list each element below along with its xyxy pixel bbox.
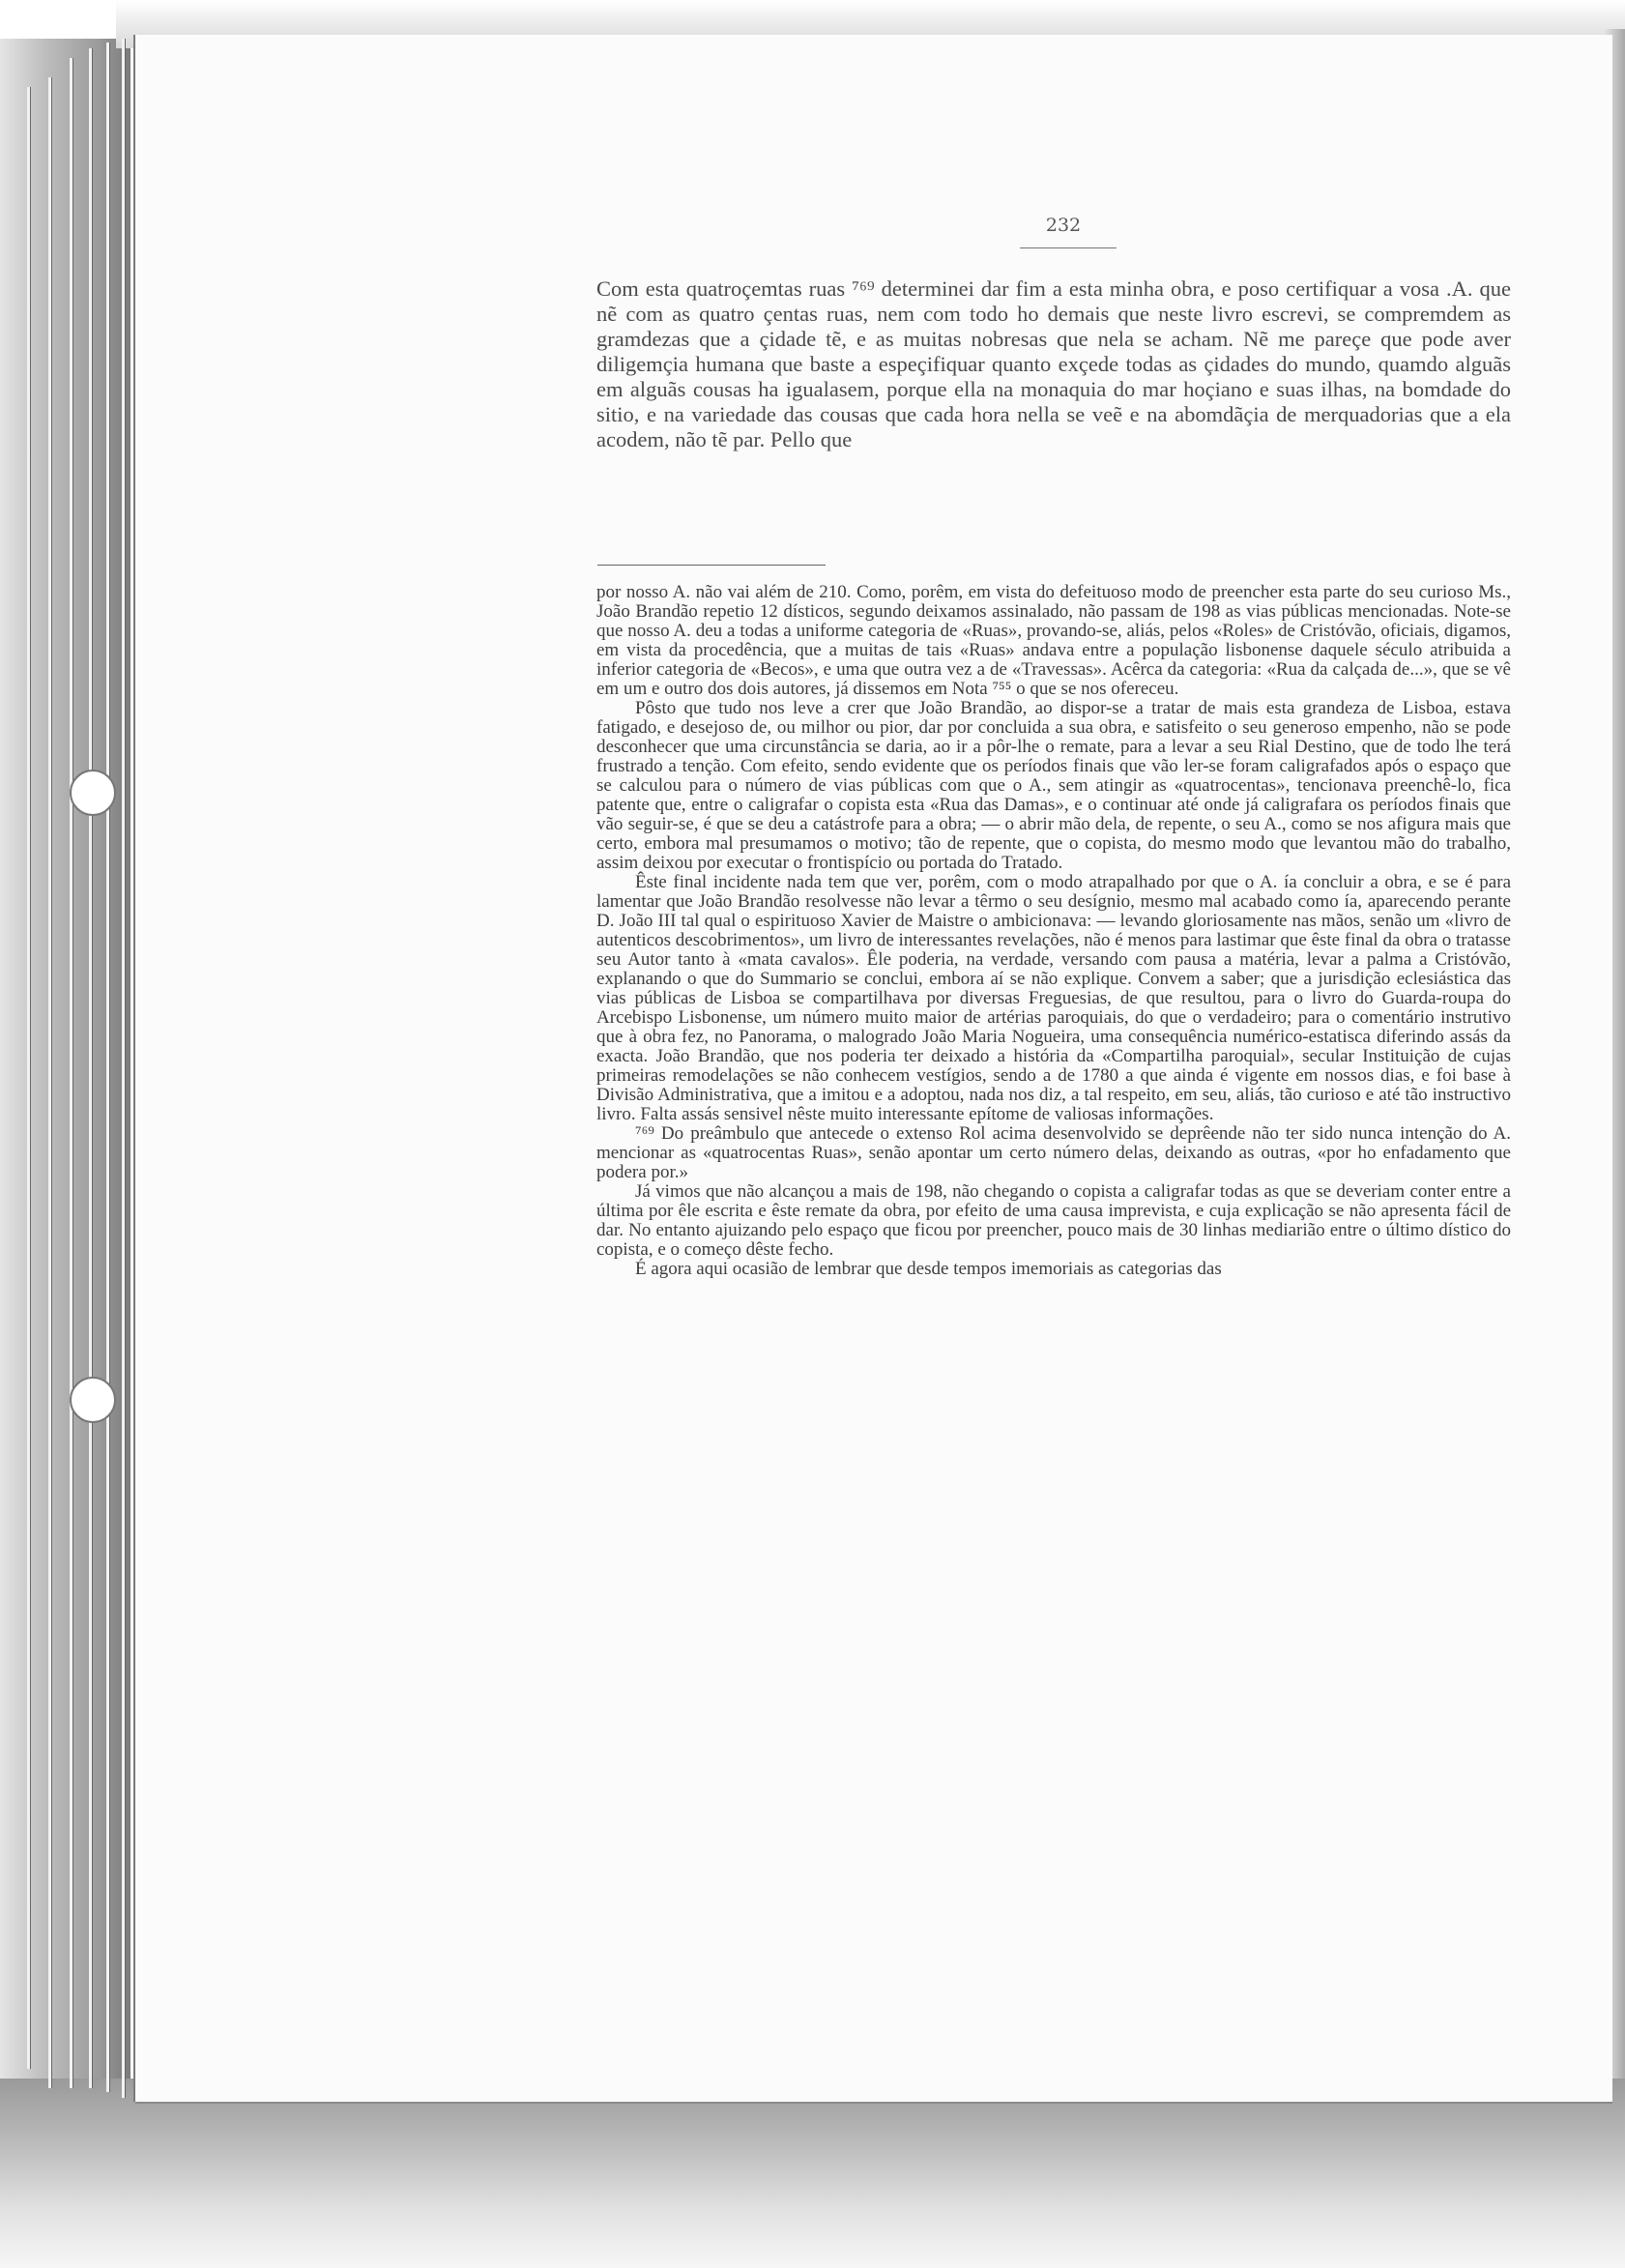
punch-hole: [70, 770, 116, 816]
scan-shadow-bottom: [0, 2079, 1625, 2268]
footnote-paragraph: Pôsto que tudo nos leve a crer que João Brandão, ao dispor-se a tratar de mais esta grandeza de Lisboa, estava fatigado, e desejoso de, ou milhor ou pior, dar por concluida a sua obra, e satisfeito o seu generoso empenho, não se pode desconhecer que uma circunstância se daria, ao ir a pôr-lhe o remate, para a levar a seu Rial Destino, que de todo lhe terá frustrado a tenção. Com efeito, sendo evidente que os períodos finais que vão ler-se foram caligrafados após o espaço que se calculou para o número de vias públicas com que o A., sem atingir as «quatrocentas», tencionava preenchê-lo, fica patente que, entre o caligrafar o copista esta «Rua das Damas», e o continuar até onde já caligrafara os períodos finais que vão seguir-se, é que se deu a catástrofe para a obra; — o abrir mão dela, de repente, o seu A., como se nos afigura mais que certo, embora mal presumamos o motivo; tão de repente, que o copista, do mesmo modo que levantou mão do trabalho, assim deixou por executar o frontispício ou portada do Tratado.: [596, 698, 1511, 873]
footnote-paragraph: por nosso A. não vai além de 210. Como, porêm, em vista do defeituoso modo de preencher esta parte do seu curioso Ms., João Brandão repetio 12 dísticos, segundo deixamos assinalado, não passam de 198 as vias públicas mencionadas. Note-se que nosso A. deu a todas a uniforme categoria de «Ruas», provando-se, aliás, pelos «Roles» de Cristóvão, oficiais, digamos, em vista da procedência, que a muitas de tais «Ruas» andava entre a população lisbonense daquele século atribuida a inferior categoria de «Becos», e uma que outra vez a de «Travessas». Acêrca da categoria: «Rua da calçada de...», que se vê em um e outro dos dois autores, já dissemos em Nota ⁷⁵⁵ o que se nos ofereceu.: [596, 582, 1511, 699]
page-edge: [106, 43, 110, 2092]
page-edge: [122, 39, 126, 2098]
footnote-paragraph: Êste final incidente nada tem que ver, porêm, com o modo atrapalhado por que o A. ía concluir a obra, e se é para lamentar que João Brandão resolvesse não levar a têrmo o seu desígnio, mesmo mal acabado como ía, aparecendo perante D. João III tal qual o espirituoso Xavier de Maistre o ambicionava: — levando gloriosamente nas mãos, senão um «livro de autenticos descobrimentos», um livro de interessantes revelações, não é menos para lastimar que êste final da obra o tratasse seu Autor tanto à «mata cavalos». Êle poderia, na verdade, versando com pausa a matéria, levar a palma a Cristóvão, explanando o que do Summario se conclui, embora aí se não explique. Convem a saber; que a jurisdição eclesiástica das vias públicas de Lisboa se compartilhava por diversas Freguesias, de que resultou, para o livro do Guarda-roupa do Arcebispo Lisbonense, um número muito maior de artérias paroquiais, do que o verdadeiro; para o comentário instrutivo que à obra fez, no Panorama, o malogrado João Maria Nogueira, uma consequência numérico-estatisca diferindo assás da exacta. João Brandão, que nos poderia ter deixado a história da «Compartilha paroquial», secular Instituição de cujas primeiras remodelações se não conhecem vestígios, sendo a de 1780 a que ainda é vigente em nossos dias, e foi base à Divisão Administrativa, que a imitou e a adoptou, nada nos diz, a tal respeito, em seu, aliás, tão curioso e até tão instructivo livro. Falta assás sensivel nêste muito interessante epítome de valiosas informações.: [596, 872, 1511, 1124]
page-edge: [48, 77, 52, 2088]
footnote-paragraph: ⁷⁶⁹ Do preâmbulo que antecede o extenso Rol acima desenvolvido se deprêende não ter sido nunca intenção do A. mencionar as «quatrocentas Ruas», senão apontar um certo número delas, deixando as outras, «por ho enfadamento que podera por.»: [596, 1123, 1511, 1182]
page-number-rule: [1020, 247, 1117, 248]
page-edge: [27, 87, 31, 2069]
page-edge: [89, 48, 93, 2088]
page-number: 232: [1045, 215, 1082, 236]
page-edge: [70, 58, 73, 2088]
footnotes: [596, 583, 1511, 1279]
scan-shadow-left: [0, 39, 131, 2108]
punch-hole: [70, 1377, 116, 1423]
footnote-paragraph: Já vimos que não alcançou a mais de 198, não chegando o copista a caligrafar todas as que se deveriam conter entre a última por êle escrita e êste remate da obra, por efeito de uma causa imprevista, e cuja explicação se não apresenta fácil de dar. No entanto ajuizando pelo espaço que ficou por preencher, pouco mais de 30 linhas mediarião entre o último dístico do copista, e o começo dêste fecho.: [596, 1181, 1511, 1260]
footnote-paragraph: É agora aqui ocasião de lembrar que desde tempos imemoriais as categorias das: [635, 1259, 1222, 1279]
main-text: Com esta quatroçemtas ruas ⁷⁶⁹ determinei dar fim a esta minha obra, e poso certifiquar a vosa .A. que nẽ com as quatro çentas ruas, nem com todo ho demais que neste livro escrevi, se compremdem as gramdezas que a çidade tẽ, e as muitas nobresas que nela se acham. Nẽ me pareçe que pode aver diligemçia humana que baste a espeçifiquar quanto exçede todas as çidades do mundo, quamdo alguãs em alguãs cousas ha igualasem, porque ella na monaquia do mar hoçiano e suas ilhas, na bomdade do sitio, e na variedade das cousas que cada hora nella se veẽ e na abomdãçia de merquadorias que a ela acodem, não tẽ par. Pello que: [596, 276, 1511, 451]
footnote-rule: [597, 565, 826, 566]
